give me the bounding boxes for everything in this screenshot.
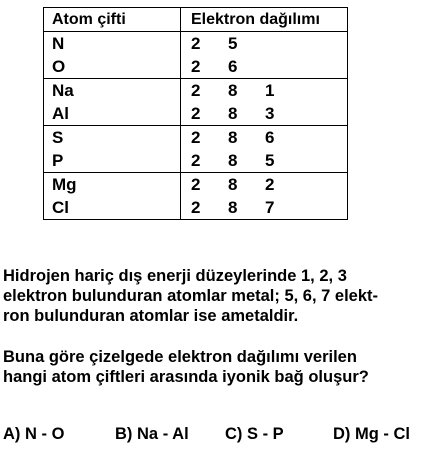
table-row (44, 32, 348, 56)
atom-cell: Al (44, 102, 181, 126)
option-b[interactable] (115, 425, 189, 444)
shell-value: 8 (228, 81, 238, 100)
atom-cell: O (44, 55, 181, 79)
table-header-row (44, 8, 348, 32)
paragraph-line: elektron bulunduran atomlar metal; 5, 6, 7 elekt- (3, 287, 379, 305)
shell-value: 6 (265, 128, 275, 147)
shell-value: 8 (228, 104, 238, 123)
table-row (44, 55, 348, 79)
shell-value: 2 (191, 57, 201, 76)
table-row (44, 79, 348, 103)
shell-value: 2 (191, 151, 201, 170)
question-stem (3, 347, 448, 387)
shell-value: 6 (228, 57, 238, 76)
option-d[interactable] (333, 425, 410, 444)
shell-value: 2 (191, 81, 201, 100)
config-cell (181, 126, 348, 150)
atom-cell: Na (44, 79, 181, 103)
option-text: Na - Al (137, 425, 189, 443)
option-text: N - O (25, 425, 65, 443)
atom-cell: Cl (44, 196, 181, 220)
config-cell (181, 102, 348, 126)
table-row (44, 149, 348, 173)
table-row (44, 173, 348, 197)
config-cell (181, 55, 348, 79)
shell-value: 2 (191, 175, 201, 194)
atom-cell: P (44, 149, 181, 173)
electron-config-table (43, 7, 348, 220)
shell-value: 7 (265, 198, 275, 217)
option-a[interactable] (3, 425, 64, 444)
config-cell (181, 173, 348, 197)
option-c[interactable] (225, 425, 284, 444)
option-letter: C) (225, 425, 243, 443)
shell-value: 3 (265, 104, 275, 123)
shell-value: 5 (265, 151, 275, 170)
paragraph-line: ron bulunduran atomlar ise ametaldir. (3, 307, 299, 325)
atom-cell: S (44, 126, 181, 150)
option-letter: A) (3, 425, 21, 443)
shell-value: 1 (265, 81, 275, 100)
shell-value: 2 (191, 104, 201, 123)
config-cell (181, 149, 348, 173)
table-row (44, 196, 348, 220)
table-row (44, 126, 348, 150)
shell-value: 8 (228, 128, 238, 147)
config-cell (181, 196, 348, 220)
table-row (44, 102, 348, 126)
shell-value: 2 (191, 198, 201, 217)
question-line: hangi atom çiftleri arasında iyonik bağ oluşur? (3, 368, 369, 386)
header-electron-config: Elektron dağılımı (181, 8, 348, 32)
shell-value: 8 (228, 175, 238, 194)
shell-value: 8 (228, 198, 238, 217)
atom-cell: Mg (44, 173, 181, 197)
shell-value: 2 (191, 34, 201, 53)
config-cell (181, 79, 348, 103)
config-cell (181, 32, 348, 56)
header-atom-pair: Atom çifti (44, 8, 181, 32)
option-text: Mg - Cl (355, 425, 411, 443)
question-line: Buna göre çizelgede elektron dağılımı verilen (3, 348, 357, 366)
shell-value: 2 (191, 128, 201, 147)
option-letter: B) (115, 425, 133, 443)
paragraph-line: Hidrojen hariç dış enerji düzeylerinde 1, 2, 3 (3, 267, 347, 285)
option-text: S - P (247, 425, 284, 443)
option-letter: D) (333, 425, 351, 443)
shell-value: 5 (228, 34, 238, 53)
shell-value: 2 (265, 175, 275, 194)
shell-value: 8 (228, 151, 238, 170)
atom-cell: N (44, 32, 181, 56)
info-paragraph (3, 266, 448, 326)
